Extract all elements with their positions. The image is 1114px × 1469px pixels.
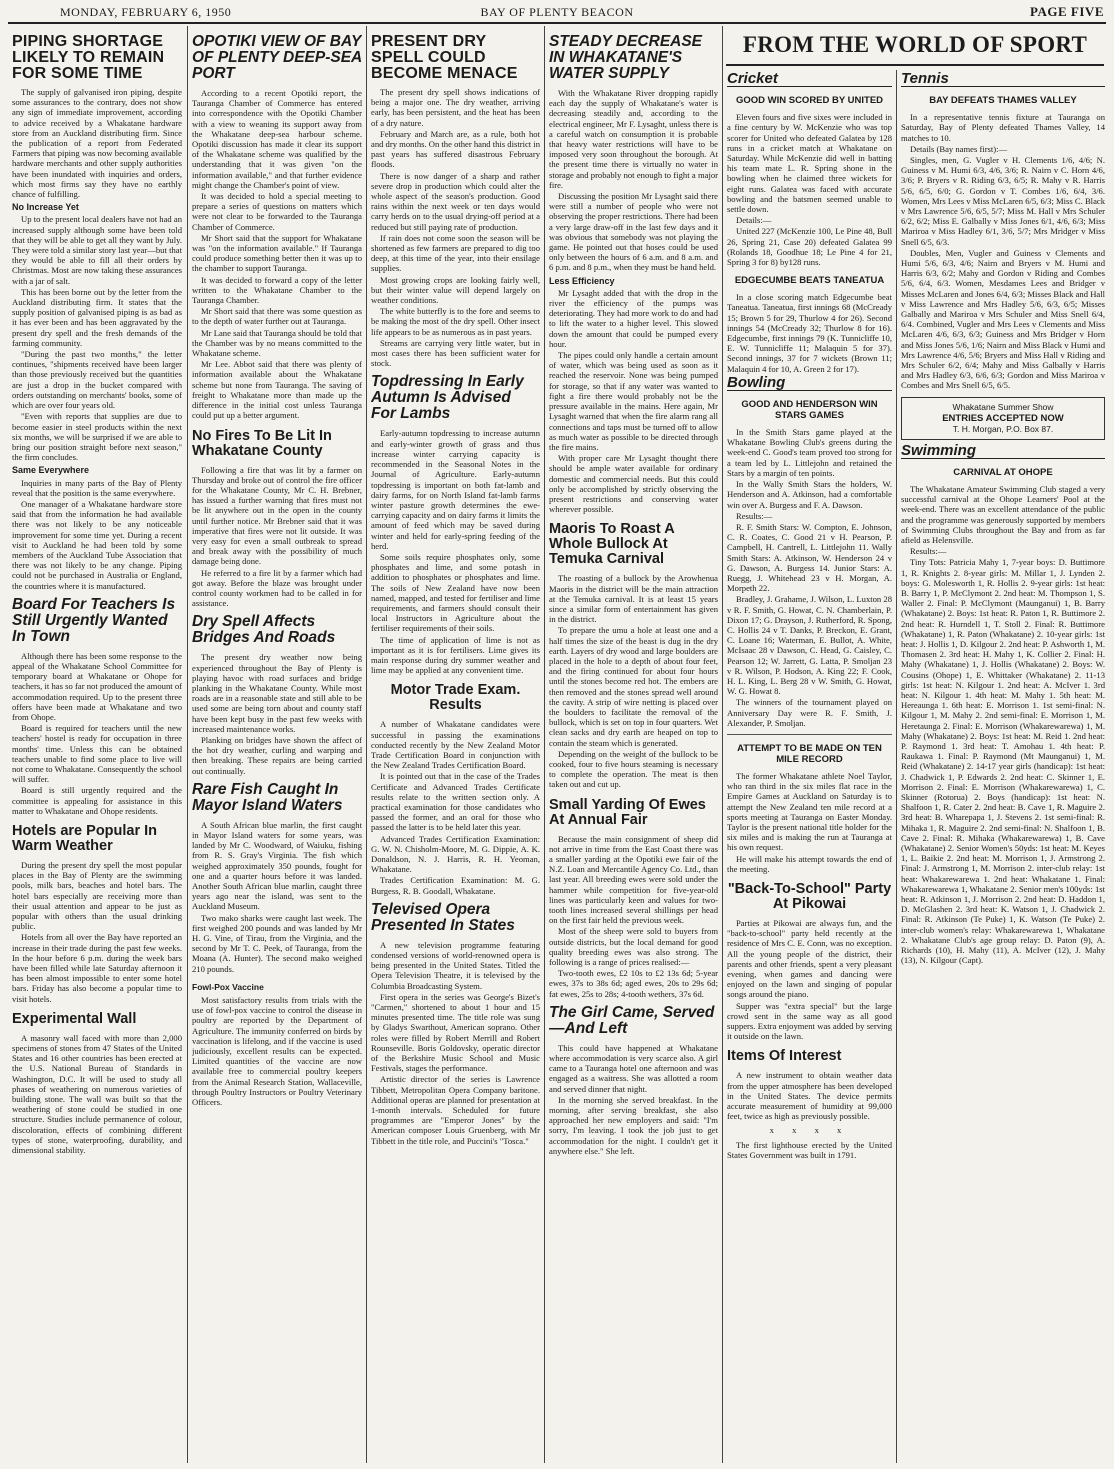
article-paragraph: Eleven fours and five sixes were included in a fine century by W. McKenzie who was top scorer for United who defeated Galatea by 128 runs in a cricket match at Whakatane on Saturday. While McKenzie did well in batting his team mate L. R. Spring shone in the bowling when he claimed three wickets for eight runs. Galatea was faced with accurate bowling and the batsmen seemed unable to settle down.: [727, 112, 892, 215]
article-paragraph: Two mako sharks were caught last week. The first weighed 200 pounds and was landed by Mr H. G. Vine, of Tirau, from the Virginia, and the second by Mr T. C. Peek, of Tauranga, from the Moana (A. Hunter). The second mako weighed 210 pounds.: [192, 912, 362, 974]
headline-bay-defeats-thames: BAY DEFEATS THAMES VALLEY: [929, 95, 1077, 107]
column-1: [12, 26, 182, 1465]
masthead-paper-title: BAY OF PLENTY BEACON: [480, 5, 634, 19]
article-paragraph: In a representative tennis fixture at Tauranga on Saturday, Bay of Plenty defeated Thames Valley, 14 matches to 10.: [901, 112, 1105, 143]
article-paragraph: The time of application of lime is not as important as it is for fertilisers. Lime gives its main response during dry summer weather and lime may be applied at any convenient time.: [371, 634, 540, 676]
article-paragraph: Trades Certification Examination: M. G. Burgess, R. B. Goodall, Whakatane.: [371, 875, 540, 896]
article-paragraph: Although there has been some response to the appeal of the Whakatane School Committee for temporary board at Whakatane or Ohope for teachers, it has so far not produced the amount of accommodation required. Up to the present three offers have been made at Whakatane and two from Ohope.: [12, 650, 182, 722]
headline-small-yarding: Small Yarding Of Ewes At Annual Fair: [549, 796, 706, 828]
headline-fowl-pox: Fowl-Pox Vaccine: [192, 981, 264, 992]
article-paragraph: The former Whakatane athlete Noel Taylor, who ran third in the six miles flat race in the Empire Games at Auckland on Saturday is to attempt the New Zealand ten mile record at a sports meeting at Tauranga on Easter Monday. Taylor is the present national title holder for the six miles and is making the run at Tauranga at his own request.: [727, 770, 892, 853]
article-paragraph: Planking on bridges have shown the affect of the hot dry weather, curling and warping and then breaking. These repairs are being carried out continually.: [192, 734, 362, 776]
article-paragraph: One manager of a Whakatane hardware store said that from the information he had available there was not likely to be any noticeable improvement for some time yet. During a recent visit to Auckland he had been told by some members of the Auckland Tube Association that there was not likely to be any change. Piping could not be purchased in Australia or England, the countries where it is manufactured.: [12, 498, 182, 591]
headline-steady-decrease: STEADY DECREASE IN WHAKATANE'S WATER SUPPLY: [549, 33, 703, 82]
article-paragraph: Bradley, J. Grahame, J. Wilson, L. Luxton 28 v R. F. Smith, G. Howat, C. N. Chamberlain, P. Dixon 17; G. Drayson, J. Rutherford, R. Spong, C. Hollis 24 v T. Danks, P. Breckon, E. Grant, C. Loane 16; Waterman, E. Bullot, A. White, McIsaac 28 v Dawson, C. Head, G. Caisley, C. Pearson 12; W. Jarrett, G. Latta, P. Smoljan 23 v R. Wilson, P. Hodson, A. King 22; F. Cook, H. L. King, L. Berg 28 v W. Smith, G. Howat, W. G. Howat 8.: [727, 594, 892, 697]
article-paragraph: The first lighthouse erected by the United States Government was built in 1791.: [727, 1139, 892, 1160]
article-paragraph: This has been borne out by the letter from the Auckland distributing firm. It states that the supply position of galvanised piping is as bad as it has ever been and has been aggravated by the present dry spell and the fresh demands of the farming community.: [12, 286, 182, 348]
article-paragraph: February and March are, as a rule, both hot and dry months. On the other hand this district in past years has suffered disastrous February floods.: [371, 128, 540, 170]
headline-opotiki-view: OPOTIKI VIEW OF BAY OF PLENTY DEEP-SEA PORT: [192, 33, 362, 82]
headline-good-win-united: GOOD WIN SCORED BY UNITED: [735, 95, 884, 107]
article-paragraph: Board is still urgently required and the committee is appealing for assistance in this matter to Whakatane and Ohope residents.: [12, 785, 182, 816]
article-divider: [727, 734, 892, 735]
headline-motor-trade: Motor Trade Exam. Results: [390, 682, 521, 714]
article-paragraph: "During the past two months," the letter continues, "shipments received have been larger than those previously received but the quantities are just a drop in the bucket compared with orders outstanding on merchants' books, some of which are over four years old.: [12, 349, 182, 411]
article-paragraph: Artistic director of the series is Lawrence Tibbett, Metropolitan Opera Company baritone. Additional operas are planned for presentation at 1-month intervals. Scheduled for future programmes are "Emperor Jones" by the American composer Louis Gruenberg, with Mr Tibbett in the title role, and Puccini's "Tosca.": [371, 1074, 540, 1146]
headline-back-to-school: "Back-To-School" Party At Pikowai: [727, 881, 892, 912]
section-label-swimming: Swimming: [901, 441, 977, 459]
sport-section-banner: FROM THE WORLD OF SPORT: [742, 32, 1088, 57]
article-paragraph: R. F. Smith Stars: W. Compton, E. Johnson, C. R. Coates, C. Good 21 v H. Pearson, P. Campbell, H. Cantrell, L. Littlejohn 11. Wally Smith Stars: A. Atkinson, W. Henderson 24 v G. Dawson, A. Burgess 14. Junior Stars: A. Ruegg, J. Whitehead 23 v H. Morgan, A. Morpeth 22.: [727, 521, 892, 594]
headline-experimental-wall: Experimental Wall: [12, 1010, 137, 1027]
article-paragraph: With proper care Mr Lysaght thought there should be ample water available for ordinary domestic and commercial needs. But this could only be accomplished by strictly observing the present restrictions and conserving water wherever possible.: [549, 453, 718, 515]
article-paragraph: The present dry weather now being experienced throughout the Bay of Plenty is playing havoc with road surfaces and bridge planking in the Whakatane County. While most roads are in a reasonable state and still able to be used some are being torn about and county staff have been kept busy in the past few weeks with increased maintenance works.: [192, 652, 362, 734]
masthead-date: MONDAY, FEBRUARY 6, 1950: [60, 5, 232, 19]
masthead-page-number: PAGE FIVE: [1030, 4, 1104, 19]
headline-girl-came: The Girl Came, Served—And Left: [549, 1003, 715, 1037]
column-rule: [366, 26, 367, 1463]
article-paragraph: A masonry wall faced with more than 2,000 specimens of stones from 47 States of the United States and 16 other countries has been erected at the U.S. National Bureau of Standards in Washington, D.C. It will be used to study all phases of weathering on numerous varieties of building stone. The wall was built so that the weathering of stone could be studied in one structure. Studies include permanence of colour, discoloration, effects of combining different types of stone, waterproofing, durability, and dimensional stability.: [12, 1032, 182, 1156]
article-paragraph: The winners of the tournament played on Anniversary Day were R. F. Smith, J. Alexander, P. Smoljan.: [727, 697, 892, 728]
article-paragraph: First opera in the series was George's Bizet's "Carmen," shortened to about 1 hour and 15 minutes presented time. The title role was sung by Gladys Swarthout, American soprano. Other roles were filled by Robert Merrill and Robert Rounseville. Boris Goldovsky, operatic director of the Berkshire Music School and Music Festivals, stages the performance.: [371, 991, 540, 1074]
article-paragraph: It was decided to hold a special meeting to prepare a series of questions on matters which were not clear to be forwarded to the Tauranga Chamber of Commerce.: [192, 191, 362, 232]
article-paragraph: The roasting of a bullock by the Arowhenua Maoris in the district will be the main attraction at the Temuka carnival. It is at least 15 years since a similar form of entertainment has given in the district.: [549, 573, 718, 625]
article-paragraph: The Whakatane Amateur Swimming Club staged a very successful carnival at the Ohope Learners' Pool at the week-end. There was an excellent attendance of the public and the programme was generously supported by members of Swimming Clubs throughout the Bay and from as far afield as Helensville.: [901, 483, 1105, 545]
article-paragraph: Mr Lee. Abbot said that there was plenty of information available about the Whakatane scheme but none from Tauranga. The saving of freight to Whakatane more than made up the difference in the initial cost unless Tauranga could put up a better argument.: [192, 359, 362, 421]
article-paragraph: "Even with reports that supplies are due to become easier in steel products within the next six months, we will be surprised if we are able to bring our position straight before next season," the firm concludes.: [12, 411, 182, 463]
article-paragraph: Mr Short said that the support for Whakatane was "on the information available." If Tauranga could produce something better then it was up to the chamber to support Tauranga.: [192, 232, 362, 274]
masthead: [8, 2, 1106, 24]
headline-no-fires: No Fires To Be Lit In Whakatane County: [192, 427, 332, 459]
section-label-tennis: Tennis: [901, 70, 949, 87]
column-4: [549, 26, 718, 1465]
article-paragraph: Tiny Tots: Patricia Mahy 1, 7-year boys: D. Buttimore 1, R. Knights 2. 8-year girls: M. Millar 1, J. Lynden 2. boys: G. Molesworth 1, R. Hollis 2. 9-year girls: 1st heat: B. Barry 1, P. McClymont 2. 2nd heat: M. Thompson 1, S. Waller 2. Final: P. McClymont (Maunganui) 1, B. Barry (Whakatane) 2. Boys: 1st heat: R. Paton 1, R. Buttimore 2. 2nd heat: R. Hurndell 1, T. Stoll 2. Final: R. Buttimore (Whakatane) 1, R. Paton (Whakatane) 2. 10-year girls: 1st heat: J. Hollis 1, D. Kilgour 2. 2nd heat: P. Ashworth 1, M. Thomasen 2. 3rd heat: H. Mahy 1, K. Collier 2. Final: H. Mahy (Whakatane) 1, J. Hollis (Whakatane) 2. Boys: W. Cousins (Ohope) 1, E. Whittaker (Whakatane) 2. 11-13 girls: 1st heat: N. Kilgour 1. 2nd heat: A. McIver 1. 3rd heat: N. Kilgour 1. 4th heat: M. Mahy 1. 5th heat: M. Hereaunga 1. 6th heat: E. Morrison 1. 1st semi-final: N. Kilgour 1, M. Mahy 2. 2nd semi-final: E. Morrison 1, M. Heretaunga 2. Final: E. Morrison (Whakarewarewa) 1, M. Mahy (Whakatane) 2. Boys: 1st heat: M. Reid 1. 2nd heat: P. Raymond 1. 3rd heat: T. Amohau 1. 4th heat: P. Raukawa 1. Final: P. Raymond (Mt Maunganui) 1, M. Reid (Whakatane) 2. 14-17 year girls (handicap): 1st heat: J. Chadwick 1, P. Edwards 2. 2nd heat: C. Skinner 1, E. Morrison 2. Final: E. Morrison (Whakarewarewa) 1, C. Skinner (Rotorua) 2. Boys (handicap): 1st heat: N. Shalfoon 1, R. Cater 2. 2nd heat: B. Cave 1, R. Maguire 2. 3rd heat: B. Wharepapa 1, J. Stevens 2. 1st semi-final: R. Mihaka 1, R. Maguire 2. 2nd semi-final: N. Shalfoon 1, B. Cave 2. Final: R. Mihaka (Whakarewarewa) 1, B. Cave (Whakatane) 2. Senior Women's 50yds: 1st heat: M. Keyes 1, L. Baikie 2. 2nd heat: M. Morrison 1, J. Armstrong 2. Final: J. Armstrong 1, M. Morrison 2. inter-club relay: 1st heat: Whakarewarewa 1. 2nd heat: Whakatane 1. Final: Whakarewarewa 1, Whakatane 2. Senior men's 100yds: 1st heat: R. Atkinson 1, J. Morrison 2. 2nd heat: D. Haddon 1, D. McGlashen 2. 3rd heat: K. Watson 1, J. Chadwick 2. Final: R. Atkinson (Te Puke) 1, K. Watson (Te Puke) 2. inter-club women's relay: Whakarewarewa 1, Whakatane 2. Whakatane Club's age group relay: D. Paton (9), A. Richards (10), H. Mahy (11), A. McIver (12), J. Mahy (13), N. Kilgour (Capt).: [901, 557, 1105, 966]
article-paragraph: Results:—: [736, 510, 773, 521]
column-2: [192, 26, 362, 1465]
headline-hotels-popular: Hotels are Popular In Warm Weather: [12, 823, 158, 854]
advert-headline: ENTRIES ACCEPTED NOW: [942, 412, 1064, 424]
column-rule: [544, 26, 545, 1463]
article-paragraph: A South African blue marlin, the first caught in Mayor Island waters for some years, was landed by Mr C. Woodward, of Waiuku, fishing from R. S. Gray's Virginia. The fish which weighed approximately 350 pounds, fought for one and a quarter hours before it was landed. Another South African blue marlin, caught three years ago near the island, was sent to the Auckland Museum.: [192, 819, 362, 912]
article-paragraph: According to a recent Opotiki report, the Tauranga Chamber of Commerce has entered into correspondence with the Opotiki Chamber with a view to weaning its support away from the Whakatane deep-sea harbour scheme. Opotiki discussion has made it clear its support of the Whakatane scheme was qualified by the understanding that it was given "on the information available," and that further evidence might change the Chamber's point of view.: [192, 88, 362, 190]
article-paragraph: Hotels from all over the Bay have reported an increase in their trade during the past few weeks. In the hour before 6 p.m. during the week bars have been filled while late Saturday afternoon it has been almost impossible to enter some hotel bars. Friday has also become a popular time to visit hotels.: [12, 932, 182, 1004]
article-paragraph: During the present dry spell the most popular places in the Bay of Plenty are the swimming pools, milk bars, beaches and hotel bars. The hotel bars especially are receiving more than their usual attention and appear to be just as popular with others than the usual drinking public.: [12, 860, 182, 932]
article-paragraph: Details (Bay names first):—: [910, 143, 1008, 154]
article-paragraph: Singles, men, G. Vugler v H. Clements 1/6, 4/6; N. Guiness v M. Humi 6/3, 4/6, 3/6; R. Nairn v C. Horn 4/6, 3/6; P. Bryers v R. Riding 6/3, 6/5; R. Mahy v R. Harris 5/6, 6/5, 6/0; G. Gordon v T. Combes 1/6, 6/4, 3/6. Women, Mrs Lees v Miss McLaren 6/5, 6/3; Miss C. Black v Mrs Lawrence 5/6, 6/5, 5/7; Miss M. Hall v Mrs Schuler 6/2, 6/2; Miss E. Galbally v Miss Jones 6/1, 4/6, 6/3; Miss Mariroa v Miss Hadley 6/1, 3/6, 5/7; Mrs Mridger v Miss Snell 6/5, 6/3.: [901, 155, 1105, 247]
advert-contact: T. H. Morgan, P.O. Box 87.: [952, 423, 1054, 434]
article-paragraph: United 227 (McKenzie 100, Le Pine 48, Bull 26, Spring 21, Case 20) defeated Galatea 99 (Rolands 18, Goodhue 18; Le Pine 4 for 21, Spring 3 for 8) by128 runs.: [727, 226, 892, 268]
column-rule: [722, 26, 723, 1463]
article-paragraph: He referred to a fire lit by a farmer which had got away. Before the blaze was brought under control county workmen had to be called in for assistance.: [192, 567, 362, 609]
article-paragraph: Depending on the weight of the bullock to be cooked, four to five hours steaming is necessary to complete the operation. The meat is then taken out and cut up.: [549, 748, 718, 790]
column-rule: [896, 70, 897, 1463]
column-rule: [187, 26, 188, 1463]
article-paragraph: Board is required for teachers until the new teachers' hostel is ready for occupation in three months' time. Unless this can be obtained teachers unable to find some place to live will not come to Whakatane. Consequently the school will suffer.: [12, 723, 182, 785]
article-paragraph: It is pointed out that in the case of the Trades Certificate and Advanced Trades Certificate results relate to the written section only. A practical examination for those candidates who passed the former, and an oral for those who passed the latter is to be held later this year.: [371, 771, 540, 833]
article-paragraph: There is now danger of a sharp and rather severe drop in production which could alter the whole aspect of the season's production. Good rains within the next week or ten days would carry herds on to the usual drying-off period at a reduced but still paying rate of production.: [371, 170, 540, 232]
article-paragraph: In the morning she served breakfast. In the morning, after serving breakfast, she also approached her new employers and said: "I'm sorry, I'm leaving. I took the job just to get accommodation for the night. I couldn't get it anywhere else." She left.: [549, 1094, 718, 1156]
sport-banner-rule: [726, 64, 1104, 66]
article-paragraph: A number of Whakatane candidates were successful in passing the examinations conducted recently by the New Zealand Motor Trade Certification Board in conjunction with the New Zealand Trades Certification Board.: [371, 719, 540, 771]
headline-good-henderson: GOOD AND HENDERSON WIN STARS GAMES: [741, 399, 878, 422]
article-paragraph: Because the main consignment of sheep did not arrive in time from the East Coast there was a smaller yarding at the Opotiki ewe fair of the N.Z. Loan and Mercantile Agency Co. Ltd., than last year. All breeding ewes were sold under the hammer while competition for five-year-old lines was particularly keen and values for two-tooth lines increased several shillings per head on the first fair held the previous week.: [549, 833, 718, 926]
headline-topdressing: Topdressing In Early Autumn Is Advised For Lambs: [371, 373, 524, 423]
article-paragraph: In the Smith Stars game played at the Whakatane Bowling Club's greens during the week-end C. Good's team proved too strong for a team led by L. Littlejohn and retained the Stars by a margin of ten points.: [727, 427, 892, 478]
article-paragraph: Streams are carrying very little water, but in most cases there has been sufficient water for stock.: [371, 337, 540, 369]
column-6: [901, 70, 1105, 1465]
headline-dry-spell-bridges: Dry Spell Affects Bridges And Roads: [192, 613, 336, 647]
article-paragraph: The present dry spell shows indications of being a major one. The dry weather, arriving early, has been persistent, and the heat has been of a dry nature.: [371, 87, 540, 128]
subheading: Same Everywhere: [12, 465, 90, 476]
article-paragraph: Following a fire that was lit by a farmer on Thursday and broke out of control the fire officer for the Whakatane County, Mr C. H. Brebner, has issued a further warning that fires must not be lit anywhere out in the open in the county until further notice. Mr Brebner said that it was imperative that fires were not lit outside. It was very easy for even a small outbreak to spread and break away with the possibility of much damage being done.: [192, 464, 362, 567]
article-paragraph: The pipes could only handle a certain amount of water, which was being used as soon as it reached the reservoir. None was being pumped for storage, so that if any water was wanted to fight a fire there would probably not be the pressure available in the mains. Here again, Mr Lysaght warned that when the fire alarm rang all connections and taps must be turned off to allow as much water as possible to be directed through the fire mains.: [549, 350, 718, 452]
article-paragraph: Mr Short said that there was some question as to the depth of water further out at Tauranga.: [192, 306, 362, 327]
headline-present-dry-spell: PRESENT DRY SPELL COULD BECOME MENACE: [371, 33, 518, 82]
article-paragraph: Early-autumn topdressing to increase autumn and early-winter growth of grass and thus increase winter carrying capacity is recommended in the Seasonal Notes in the Journal of Agriculture. Early-autumn topdressing is important on both fat-lamb and dairy farms, for on North Island fat-lamb farms winter pasture growth determines the ewe-carrying capacity and on dairy farms it limits the amount of feed which may be saved during winter and held for early-spring feeding of the herd.: [371, 428, 540, 551]
section-label-bowling: Bowling: [727, 373, 786, 391]
article-paragraph: Up to the present local dealers have not had an increased supply although some have been told that they will be able to get all they want by July. They were told a similar story last year—but that they would be able to fill all their orders by Christmas. Most are now taking these assurances with a jar of salt.: [12, 214, 182, 286]
subheading: No Increase Yet: [12, 202, 79, 213]
article-paragraph: In a close scoring match Edgecumbe beat Taneatua. Taneatua, first innings 68 (McCready 15; Brown 5 for 29, Thurlow 4 for 26). Second innings 54 (McCready 32; Thurlow 8 for 16). Edgecumbe, first innings 79 (K. Tunnicliffe 10, E. W. Tunnicliffe 11; Malaquin 5 for 37). Second innings, 37 for 7 wickets (Brown 11; Malaquin 4 for 10, A. Green 2 for 17).: [727, 292, 892, 374]
advert-line: Whakatane Summer Show: [952, 401, 1054, 412]
article-paragraph: A new television programme featuring condensed versions of world-renowned opera is being presented in the United States. Titled the Opera Television Theatre, it is televised by the Columbia Broadcasting System.: [371, 939, 540, 991]
article-paragraph: This could have happened at Whakatane where accommodation is very scarce also. A girl came to a Tauranga hotel one afternoon and was engaged as a waitress. She was allotted a room and served dinner that night.: [549, 1042, 718, 1094]
headline-edgecumbe-beats: EDGECUMBE BEATS TANEATUA: [734, 275, 885, 287]
article-paragraph: Mr Lysaght added that with the drop in the river the efficiency of the pumps was deteriorating. They had more work to do and had to lift the water to a higher level. This slowed down the amount that could be pumped every hour.: [549, 287, 718, 349]
headline-maoris-roast: Maoris To Roast A Whole Bullock At Temuka Carnival: [549, 521, 675, 568]
article-paragraph: To prepare the umu a hole at least one and a half times the size of the beast is dug in the dry earth. Layers of dry wood and large boulders are placed in the hole to a depth of about four feet, and the firing continued for about four hours until the stones become red hot. The embers are then removed and the stones spread well around the cavity. A strip of wire netting is placed over the boulders to facilitate the removal of the bullock, which is set on top in four quarters. Wet clean sacks and dry earth are heaped on top to contain the steam which is generated.: [549, 625, 718, 748]
article-paragraph: Discussing the position Mr Lysaght said there were still a number of people who were not observing the proper restrictions. There had been a very large draw-off in the last few days and it was obvious that somebody was not playing the game. He pointed out that hoses could be used only between the hours of 6 a.m. and 8 a.m. and 6 p.m. and 8 p.m., when they must be hand held.: [549, 191, 718, 273]
separator-marks: x x x x: [769, 1125, 850, 1136]
headline-televised-opera: Televised Opera Presented In States: [371, 900, 515, 934]
article-paragraph: If rain does not come soon the season will be shortened as few farmers are prepared to dig too deep, at this time of the year, into their ensilage supplies.: [371, 232, 540, 274]
headline-rare-fish: Rare Fish Caught In Mayor Island Waters: [192, 780, 343, 814]
headline-items-of-interest: Items Of Interest: [727, 1048, 842, 1065]
subheading: Less Efficiency: [549, 275, 615, 286]
headline-carnival-ohope: CARNIVAL AT OHOPE: [953, 466, 1053, 478]
section-label-cricket: Cricket: [727, 70, 778, 87]
headline-ten-mile-record: ATTEMPT TO BE MADE ON TEN MILE RECORD: [737, 742, 882, 765]
article-paragraph: Details:—: [736, 215, 772, 226]
article-paragraph: Inquiries in many parts of the Bay of Plenty reveal that the position is the same everywhere.: [12, 477, 182, 498]
article-paragraph: Some soils require phosphates only, some phosphates and lime, and some potash in addition to phosphates or phosphates and lime. The soils of New Zealand have now been named, mapped, and tested for fertiliser and lime requirements, and farmers should consult their local Instructors in Agriculture about the fertiliser requirements of their soils.: [371, 551, 540, 634]
article-paragraph: Supper was "extra special" but the large crowd sent in the same way as all good suppers. Extra enjoyment was added by serving it outside on the lawn.: [727, 1000, 892, 1042]
headline-board-for-teachers: Board For Teachers Is Still Urgently Wanted In Town: [12, 595, 176, 645]
column-3: [371, 26, 540, 1465]
article-paragraph: Mr Lane said that Tauranga should be told that the Chamber was by no means committed to the Whakatane scheme.: [192, 327, 362, 359]
advertisement-summer-show: [901, 397, 1105, 440]
article-paragraph: With the Whakatane River dropping rapidly each day the supply of Whakatane's water is decreasing steadily and, according to the electrical engineer, Mr F. Lysaght, unless there is a careful watch on consumption it is probable that heavy water restrictions will have to be imposed very soon throughout the borough. At the present time there is virtually no water in storage and probably not enough to fight a major fire.: [549, 88, 718, 190]
article-paragraph: Parties at Pikowai are always fun, and the "back-to-school" party held recently at the residence of Mrs C. E. Conn, was no exception. All the young people of the district, their parents and other friends, spent a very pleasant evening, when games and dancing were enjoyed on the lawn and singing of popular songs around the piano.: [727, 918, 892, 1000]
article-paragraph: He will make his attempt towards the end of the meeting.: [727, 853, 892, 874]
article-paragraph: Results:—: [910, 546, 947, 557]
article-paragraph: In the Wally Smith Stars the holders, W. Henderson and A. Atkinson, had a comfortable win over A. Burgess and F. A. Dawson.: [727, 479, 892, 510]
article-paragraph: It was decided to forward a copy of the letter written to the Whakatane Chamber to the Tauranga Chamber.: [192, 274, 362, 306]
article-paragraph: Doubles, Men, Vugler and Guiness v Clements and Humi 5/6, 6/3, 4/6; Nairn and Bryers v M. Humi and Harris 6/3, 6/2; Mahy and Gordon v Riding and Combes 5/6, 6/4, 6/3. Women, Mesdames Lees and Bridger v Misses McLaren and Jones 6/4, 6/3; Misses Black and Hall v Miss Lawrence and Mrs Hadley 5/6, 6/3, 6/5; Misses Galbally and Mariroa v Mrs Schuler and Miss Snell 6/4, 6/4. Combined, Vugler and Mrs Lees v Clements and Miss McLaren 4/6, 6/3, 6/3; Guiness and Mrs Bridger v Horn and Miss Jones 5/6, 1/6; Nairn and Miss Black v Humi and Mrs Lawrence 4/6, 5/6; Bryers and Miss Hall v Riding and Mrs Schuler 6/2, 6/4; Mahy and Miss Galbally v Harris and Mrs Hadley 6/3, 6/6, 6/3; Gordon and Miss Mariroa v Combes and Mrs Snell 6/5, 6/5.: [901, 247, 1105, 391]
article-paragraph: Most growing crops are looking fairly well, but their winter value will depend largely on weather conditions.: [371, 274, 540, 306]
article-paragraph: Advanced Trades Certification Examination: G. W. N. Chisholm-Moore, M. G. Dippie, A. K. Donaldson, N. J. Harris, R. H. Yeoman, Whakatane.: [371, 833, 540, 875]
article-paragraph: The white butterfly is to the fore and seems to be making the most of the dry spell. Other insect life appears to be as numerous as in past years.: [371, 306, 540, 337]
article-paragraph: A new instrument to obtain weather data from the upper atmosphere has been developed in the United States. The device permits accurate measurement of humidity at 99,000 feet, twice as high as previously possible.: [727, 1070, 892, 1122]
article-paragraph: Most of the sheep were sold to buyers from outside districts, but the local demand for good quality breeding ewes was also strong. The following is a range of prices realised:—: [549, 926, 718, 968]
headline-piping-shortage: PIPING SHORTAGE LIKELY TO REMAIN FOR SOME TIME: [12, 33, 165, 82]
article-paragraph: The supply of galvanised iron piping, despite some assurances to the contrary, does not show any sign of immediate improvement, according to advice received by a Whakatane hardware store from an Auckland distributing firm. Since the publication of a report from Federated Farmers that piping was now becoming available hardware merchants and other supply authorities have been inundated with inquiries and orders, which most firms say they have no earthly chance of fulfilling.: [12, 87, 182, 200]
column-5: [727, 70, 892, 1465]
article-paragraph: Most satisfactory results from trials with the use of fowl-pox vaccine to control the disease in poultry are reported by the Department of Agriculture. The immunity conferred on birds by vaccination is lifelong, and if the vaccine is used judiciously, excellent results can be expected. Limited quantities of the vaccine are now available free to commercial poultry keepers from the Animal Research Station, Wallaceville, through Poultry Instructors or Poultry Veterinary Officers.: [192, 995, 362, 1108]
article-paragraph: Two-tooth ewes, £2 10s to £2 13s 6d; 5-year ewes, 37s to 38s 6d; aged ewes, 20s to 29s 6d; fat ewes, 25s to 28s; 4-tooth wethers, 37s 6d.: [549, 968, 718, 999]
